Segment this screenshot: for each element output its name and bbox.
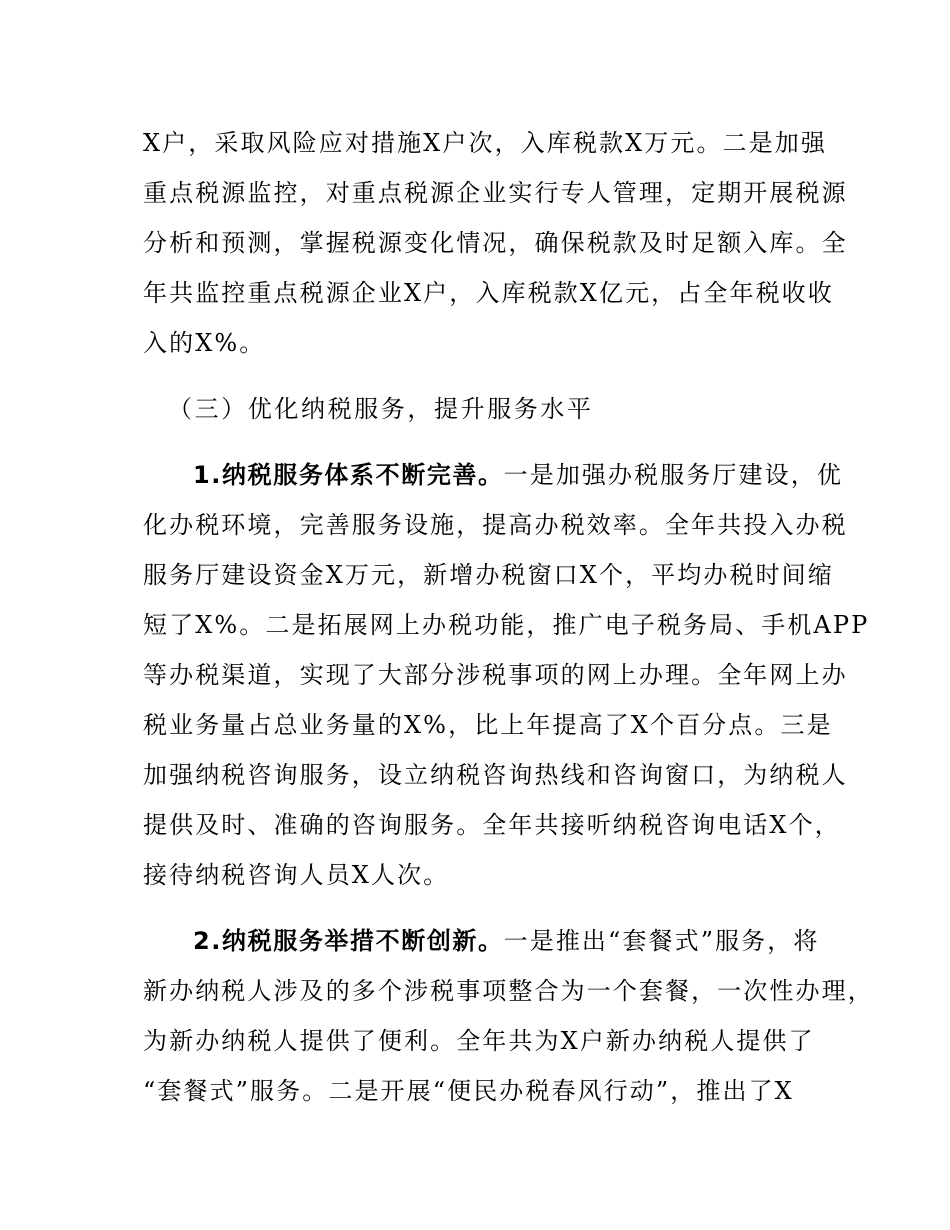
body-text-line: X户，采取风险应对措施X户次，入库税款X万元。二是加强	[143, 129, 827, 157]
body-text-line: 等办税渠道，实现了大部分涉税事项的网上办理。全年网上办	[143, 661, 848, 689]
body-text-line: 加强纳税咨询服务，设立纳税咨询热线和咨询窗口，为纳税人	[143, 761, 848, 789]
item-title: 1.纳税服务体系不断完善。	[193, 461, 504, 489]
body-text-line: 入的X%。	[143, 329, 266, 357]
item-first-line-text: 一是推出“套餐式”服务，将	[503, 927, 820, 955]
item-first-line-text: 一是加强办税服务厅建设，优	[503, 461, 843, 489]
body-text-line: 年共监控重点税源企业X户，入库税款X亿元，占全年税收收	[143, 279, 834, 307]
body-text-line: 化办税环境，完善服务设施，提高办税效率。全年共投入办税	[143, 511, 848, 539]
body-text-line: “套餐式”服务。二是开展“便民办税春风行动”，推出了X	[143, 1077, 794, 1105]
item-first-line	[193, 458, 893, 492]
body-text-line: 短了X%。二是拓展网上办税功能，推广电子税务局、手机APP	[143, 611, 870, 639]
body-text-line: 接待纳税咨询人员X人次。	[143, 861, 450, 889]
body-text-line: 提供及时、准确的咨询服务。全年共接听纳税咨询电话X个，	[143, 811, 841, 839]
item-first-line	[193, 924, 893, 958]
body-text-line: 分析和预测，掌握税源变化情况，确保税款及时足额入库。全	[143, 229, 848, 257]
section-heading: （三）优化纳税服务，提升服务水平	[168, 395, 594, 423]
body-text-line: 税业务量占总业务量的X%，比上年提高了X个百分点。三是	[143, 711, 833, 739]
body-text-line: 重点税源监控，对重点税源企业实行专人管理，定期开展税源	[143, 179, 848, 207]
body-text-line: 服务厅建设资金X万元，新增办税窗口X个，平均办税时间缩	[143, 561, 834, 589]
body-text-line: 为新办纳税人提供了便利。全年共为X户新办纳税人提供了	[143, 1027, 815, 1055]
item-title: 2.纳税服务举措不断创新。	[193, 927, 504, 955]
body-text-line: 新办纳税人涉及的多个涉税事项整合为一个套餐，一次性办理，	[143, 977, 874, 1005]
